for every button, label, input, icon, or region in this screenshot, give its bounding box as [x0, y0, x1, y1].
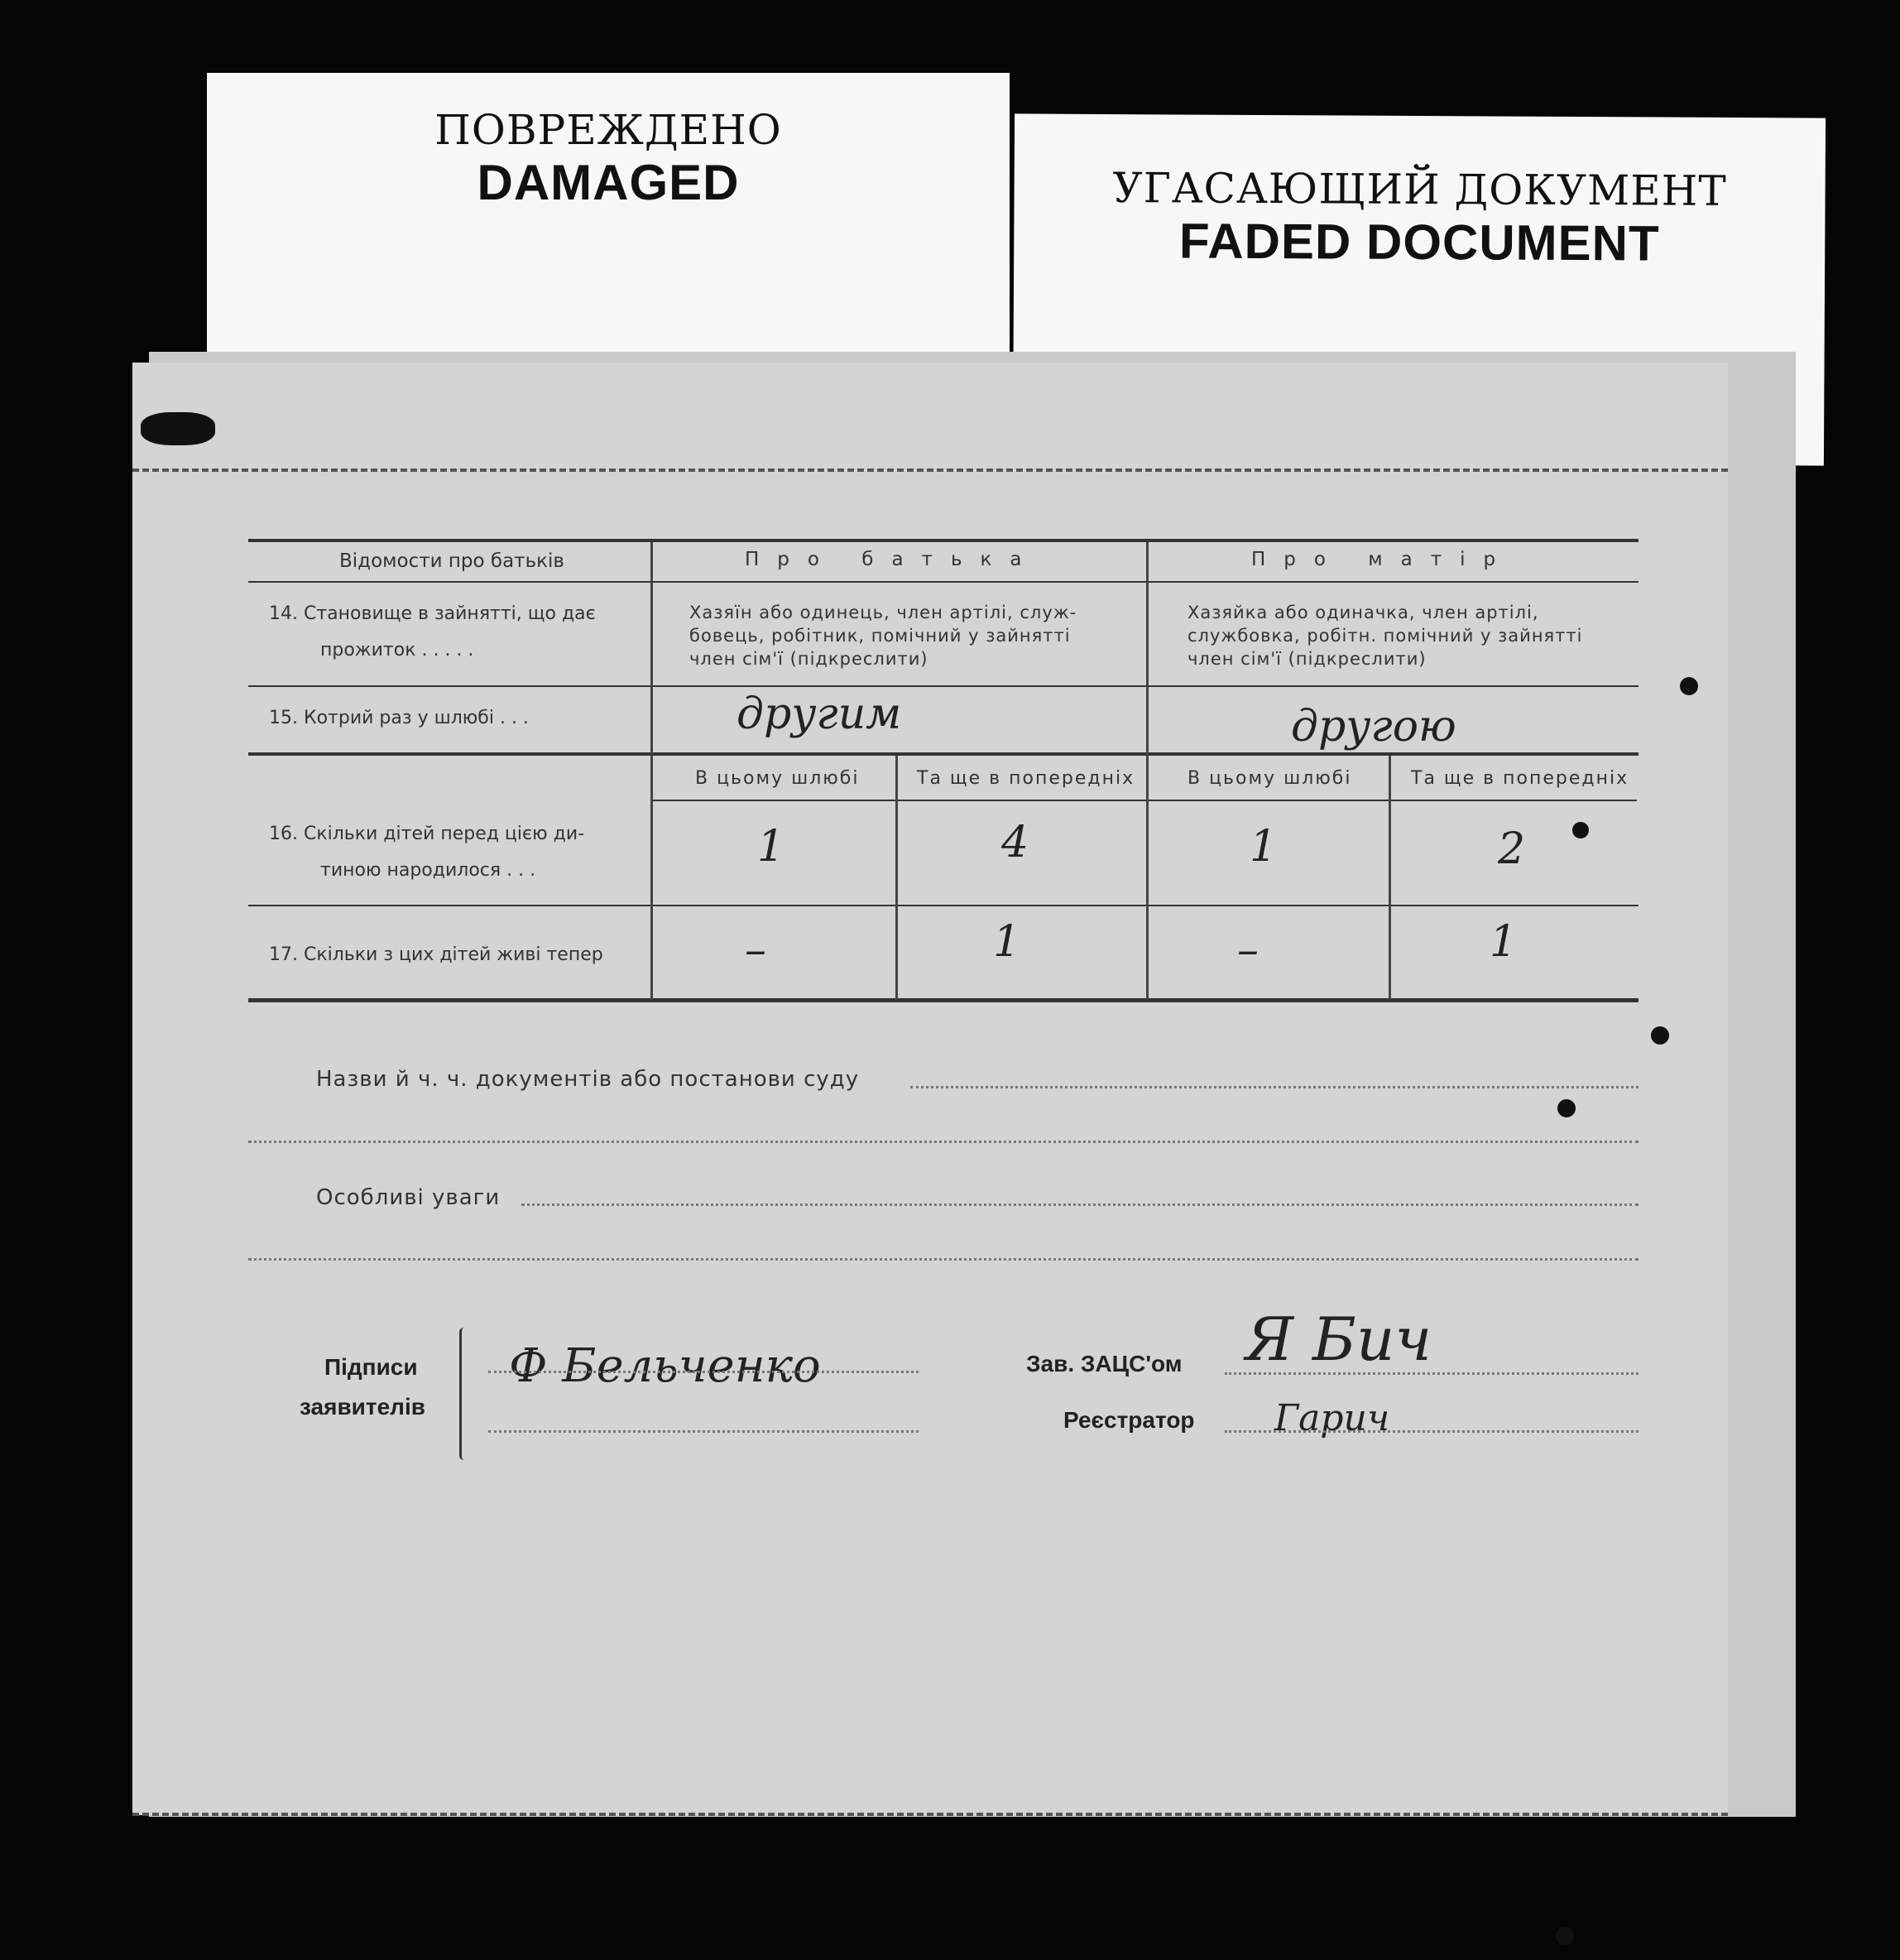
row15-label: 15. Котрий раз у шлюбі . . .	[269, 708, 529, 728]
row14-label: 14. Становище в зайнятті, що дає прожиток . . . . .	[269, 603, 596, 661]
row17-father-this-value: –	[745, 925, 766, 975]
documents-line	[910, 1086, 1639, 1088]
applicant-signature: Ф Бельченко	[509, 1339, 821, 1393]
perforation-bottom	[132, 1813, 1728, 1816]
parents-info-header: Відомости про батьків	[339, 550, 564, 572]
row17-mother-this-value: –	[1237, 925, 1259, 975]
damaged-ru-label: ПОВРЕЖДЕНО	[434, 106, 782, 154]
hole-mark	[1572, 822, 1589, 838]
head-signature-line	[1225, 1372, 1639, 1375]
row16-mother-previous-value: 2	[1498, 824, 1526, 874]
faded-en-label: FADED DOCUMENT	[1178, 213, 1660, 271]
applicant-signature-line	[488, 1371, 919, 1373]
about-father-header: Про батька	[745, 549, 1040, 570]
applicants-brace	[459, 1328, 468, 1460]
row16-mother-this-value: 1	[1250, 822, 1278, 872]
applicants-label-line2: заявителів	[300, 1394, 425, 1420]
row16-label: 16. Скільки дітей перед цією ди- тиною народилося . . .	[269, 824, 585, 881]
father-this-marriage-header: В цьому шлюбі	[695, 768, 860, 789]
ink-blot-mark	[141, 412, 215, 445]
head-signature: Я Бич	[1245, 1304, 1432, 1374]
faded-ru-label: УГАСАЮЩИЙ ДОКУМЕНТ	[1112, 164, 1727, 215]
registrar-signature-line	[1225, 1430, 1639, 1433]
about-mother-header: Про матір	[1251, 549, 1514, 570]
remarks-line	[521, 1203, 1639, 1206]
row14-father-options: Хазяїн або одинець, член артілі, служ- бовець, робітник, помічний у зайнятті член сім'ї (підкреслити)	[689, 603, 1077, 669]
registration-form-sheet	[132, 363, 1728, 1815]
row15-father-value: другим	[736, 689, 902, 739]
hole-mark	[1556, 1927, 1574, 1945]
row14-mother-options: Хазяйка або одиначка, член артілі, службовка, робітн. помічний у зайнятті член сім'ї (підкреслити)	[1188, 603, 1583, 669]
row17-mother-previous-value: 1	[1490, 917, 1518, 967]
row16-father-previous-value: 4	[1001, 818, 1029, 867]
registrar-label: Реєстратор	[1063, 1407, 1195, 1433]
father-previous-marriages-header: Та ще в попередніх	[917, 768, 1135, 789]
perforation-top	[132, 468, 1728, 472]
damaged-stamp-card	[207, 73, 1010, 371]
row16-father-this-value: 1	[757, 822, 785, 872]
row15-mother-value: другою	[1291, 702, 1456, 752]
applicant-signature-line-2	[488, 1430, 919, 1433]
hole-mark	[1680, 677, 1698, 695]
documents-line-2	[248, 1141, 1639, 1143]
row17-label: 17. Скільки з цих дітей живі тепер	[269, 944, 603, 965]
remarks-label: Особливі уваги	[316, 1185, 501, 1210]
row17-father-previous-value: 1	[993, 917, 1021, 967]
head-label: Зав. ЗАЦС'ом	[1026, 1351, 1183, 1376]
mother-this-marriage-header: В цьому шлюбі	[1188, 768, 1352, 789]
mother-previous-marriages-header: Та ще в попередніх	[1411, 768, 1629, 789]
applicants-label-line1: Підписи	[324, 1354, 418, 1380]
hole-mark	[1557, 1099, 1576, 1117]
registrar-signature: Гарич	[1274, 1397, 1390, 1439]
documents-label: Назви й ч. ч. документів або постанови суду	[316, 1067, 860, 1092]
damaged-en-label: DAMAGED	[477, 155, 740, 210]
remarks-line-2	[248, 1258, 1639, 1261]
hole-mark	[1651, 1026, 1669, 1045]
